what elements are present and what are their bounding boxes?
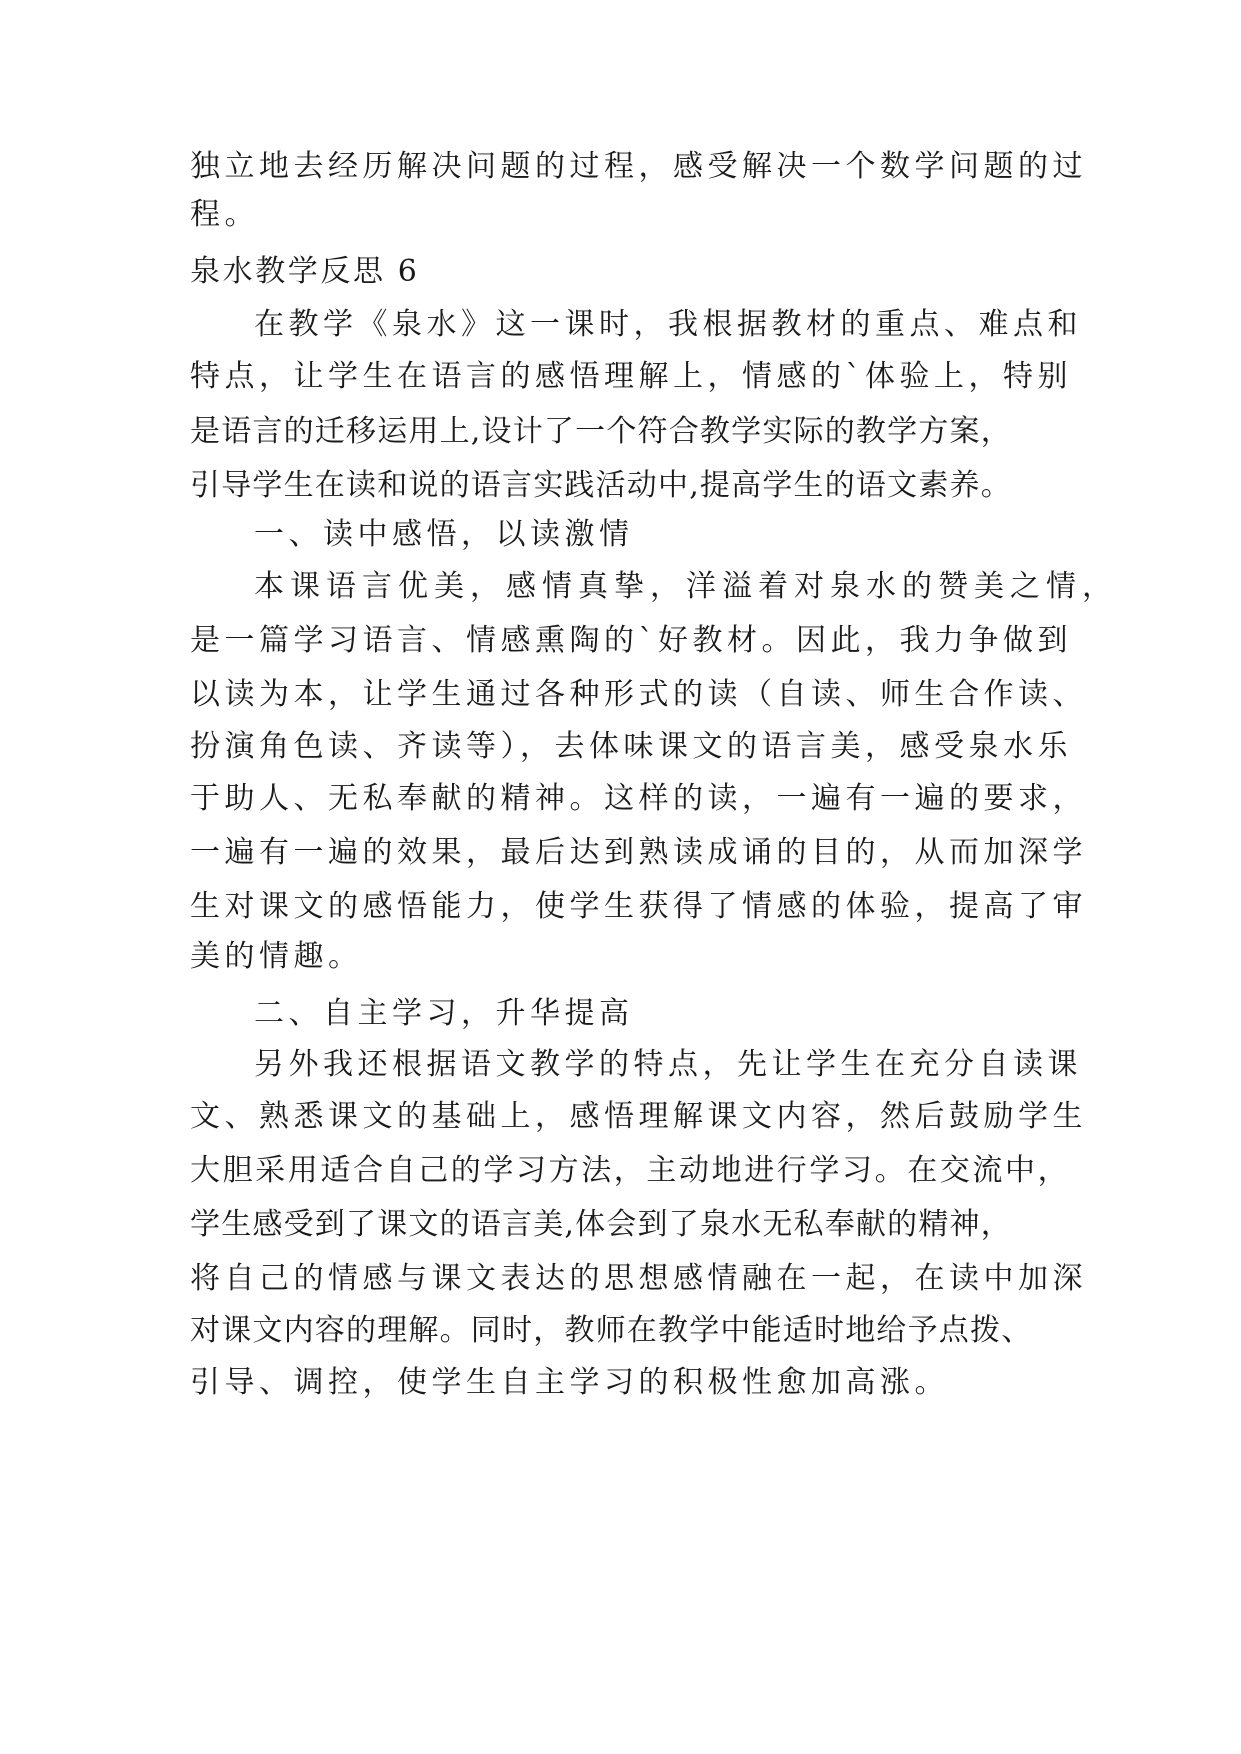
paragraph-line: 程。 — [190, 197, 259, 232]
paragraph-line: 将自己的情感与课文表达的思想感情融在一起，在读中加深 — [190, 1261, 1087, 1296]
paragraph-line: 以读为本，让学生通过各种形式的读（自读、师生合作读、 — [190, 677, 1087, 712]
paragraph-line: 另外我还根据语文教学的特点，先让学生在充分自读课 — [254, 1047, 1082, 1082]
paragraph-line: 文、熟悉课文的基础上，感悟理解课文内容，然后鼓励学生 — [190, 1099, 1087, 1134]
paragraph-line: 特点，让学生在语言的感悟理解上，情感的`体验上，特别 — [190, 359, 1072, 394]
paragraph-line: 是语言的迁移运用上,设计了一个符合教学实际的教学方案， — [190, 414, 1012, 449]
paragraph-line: 扮演角色读、齐读等），去体味课文的语言美，感受泉水乐 — [190, 729, 1072, 764]
section-title: 泉水教学反思 6 — [190, 254, 420, 289]
paragraph-line: 在教学《泉水》这一课时，我根据教材的重点、难点和 — [254, 307, 1082, 342]
paragraph-line: 引导、调控，使学生自主学习的积极性愈加高涨。 — [190, 1365, 949, 1400]
paragraph-line: 大胆采用适合自己的学习方法，主动地进行学习。在交流中， — [190, 1153, 1071, 1188]
paragraph-line: 于助人、无私奉献的精神。这样的读，一遍有一遍的要求， — [190, 781, 1087, 816]
paragraph-line: 美的情趣。 — [190, 939, 363, 974]
paragraph-line: 是一篇学习语言、情感熏陶的`好教材。因此，我力争做到 — [190, 623, 1072, 658]
paragraph-line: 引导学生在读和说的语言实践活动中,提高学生的语文素养。 — [190, 468, 1012, 503]
subheading: 一、读中感悟，以读激情 — [254, 517, 634, 552]
paragraph-line: 生对课文的感悟能力，使学生获得了情感的体验，提高了审 — [190, 889, 1087, 924]
paragraph-line: 独立地去经历解决问题的过程，感受解决一个数学问题的过 — [190, 149, 1087, 184]
paragraph-line: 学生感受到了课文的语言美,体会到了泉水无私奉献的精神， — [190, 1207, 1012, 1242]
paragraph-line: 本课语言优美，感情真挚，洋溢着对泉水的赞美之情， — [254, 569, 1118, 604]
paragraph-line: 一遍有一遍的效果，最后达到熟读成诵的目的，从而加深学 — [190, 835, 1087, 870]
paragraph-line: 对课文内容的理解。同时，教师在教学中能适时地给予点拨、 — [190, 1313, 1033, 1348]
subheading: 二、自主学习，升华提高 — [254, 996, 634, 1031]
